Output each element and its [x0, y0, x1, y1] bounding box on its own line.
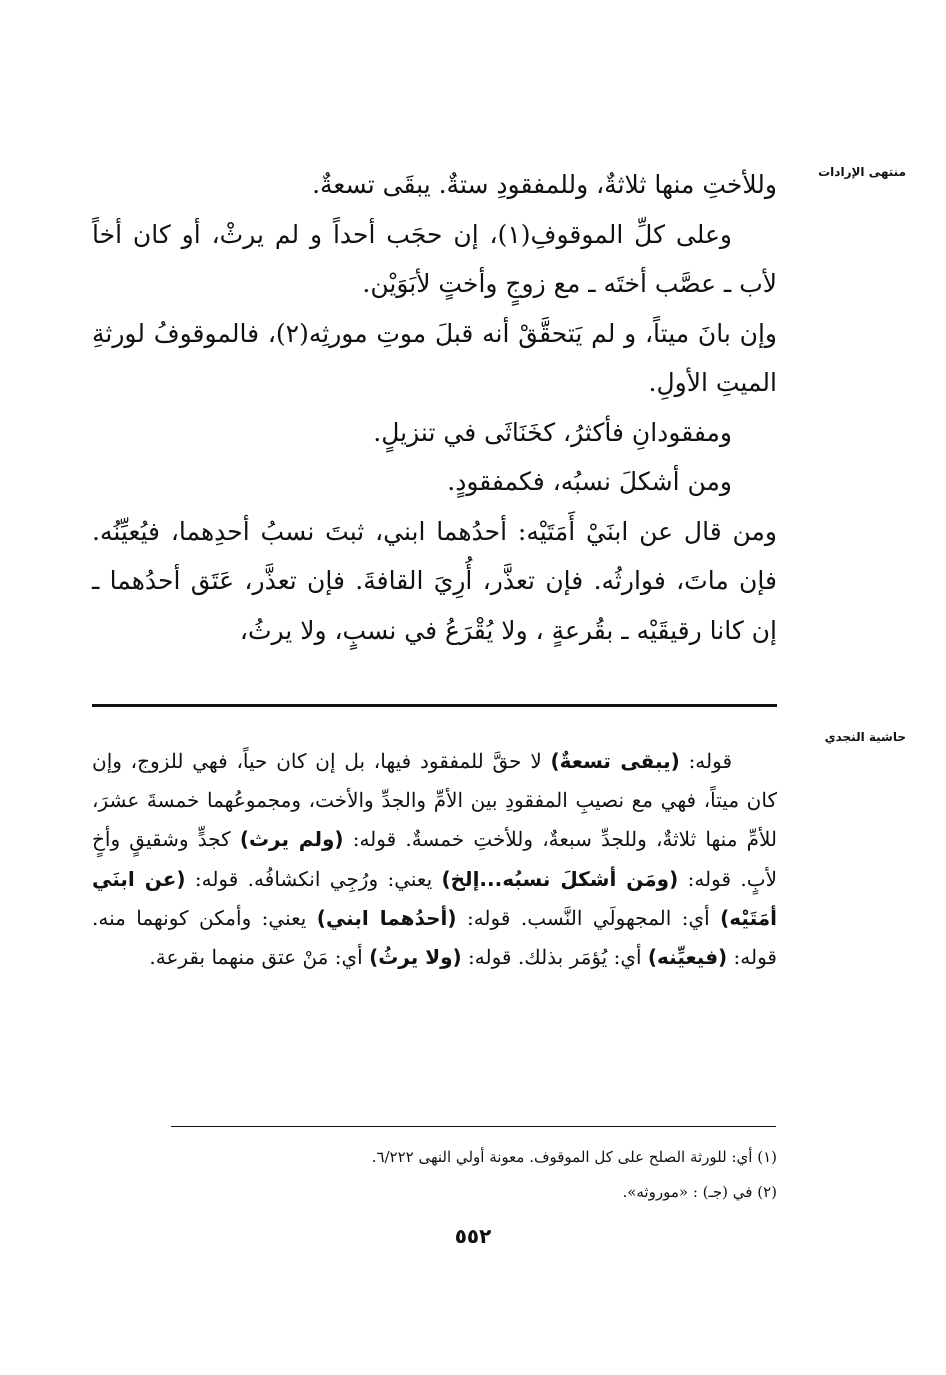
commentary-text: يعني: وأمكن كونهما منه. قوله:	[92, 905, 777, 970]
main-paragraph-3: وإن بانَ ميتاً، و لم يَتحقَّقْ أنه قبلَ موتِ مورثِه(٢)، فالموقوفُ لورثةِ الميتِ الأولِ.	[92, 318, 777, 397]
commentary-lemma: (عن ابنَي أمَتَيْه)	[92, 866, 777, 930]
footnote-1: (١) أي: للورثة الصلح على كل الموقوف. معونة أولي النهى ٦/٢٢٢.	[371, 1148, 777, 1166]
commentary-text: أي: يُؤمَر بذلك. قوله:	[461, 945, 648, 970]
footnotes	[92, 1140, 777, 1210]
commentary-lemma: (ولا يرثُ)	[369, 945, 462, 970]
commentary-text: أي: المجهولَي النَّسب. قوله:	[456, 905, 721, 930]
page-number: ٥٥٢	[454, 1224, 492, 1248]
commentary-text: قوله:	[679, 749, 733, 773]
side-label-commentary: حاشية النجدي	[824, 730, 906, 744]
section-divider	[92, 704, 777, 707]
commentary-text: كجدٍّ وشقيقٍ وأخٍ لأبٍ. قوله:	[92, 827, 777, 891]
main-text-body	[92, 160, 777, 655]
commentary-text: يعني: ورُجِي انكشافُه. قوله:	[185, 866, 442, 891]
main-paragraph-1: وللأختِ منها ثلاثةٌ، وللمفقودِ ستةٌ. يبقَى تسعةٌ.	[312, 170, 777, 199]
footnote-rule	[171, 1126, 776, 1127]
commentary-lemma: (أحدُهما ابني)	[316, 905, 457, 930]
commentary-lemma: (يبقى تسعةٌ)	[550, 749, 680, 773]
commentary-lemma: (ولم يرث)	[239, 827, 344, 852]
main-paragraph-2: وعلى كلِّ الموقوفِ(١)، إن حجَب أحداً و لم يرثْ، أو كان أخاً لأب ـ عصَّب أختَه ـ مع زوجٍ وأختٍ لأبَوَيْن.	[92, 219, 777, 298]
footnote-2: (٢) في (جـ) : «موروثه».	[622, 1183, 777, 1201]
main-paragraph-6: ومن قال عن ابنَيْ أَمَتَيْه: أحدُهما ابني، ثبتَ نسبُ أحدِهما، فيُعيِّنُه. فإن ماتَ، فوارثُه. فإن تعذَّر، أُرِيَ القافةَ. فإن تعذَّر، عَتَق أحدُهما ـ إن كانا رقيقَيْه ـ بقُرعةٍ ، ولا يُقْرَعُ في نسبٍ، ولا يرثُ،	[92, 516, 777, 645]
commentary-lemma: (ومَن أشكلَ نسبُه...إلخ)	[441, 866, 679, 891]
commentary-text: أي: مَنْ عتق منهما بقرعة.	[149, 945, 370, 970]
side-label-main-text: منتهى الإرادات	[818, 165, 906, 179]
commentary-body	[92, 742, 777, 977]
commentary-text: لا حقَّ للمفقود فيها، بل إن كان حياً، فهي للزوج، وإن كان ميتاً، فهي مع نصيبِ المفقودِ بين الأمِّ والجدِّ والأخت، ومجموعُهما خمسةَ عشرَ، للأمِّ منها ثلاثةٌ، وللجدِّ سبعةٌ، وللأختِ خمسةٌ. قوله:	[92, 749, 777, 852]
main-paragraph-5: ومن أشكلَ نسبُه، فكمفقودٍ.	[447, 467, 732, 496]
commentary-lemma: (فيعيِّنه)	[647, 945, 728, 970]
main-paragraph-4: ومفقودانِ فأكثرُ، كخَنَاثَى في تنزيلٍ.	[373, 417, 732, 447]
commentary-paragraph	[92, 742, 777, 977]
